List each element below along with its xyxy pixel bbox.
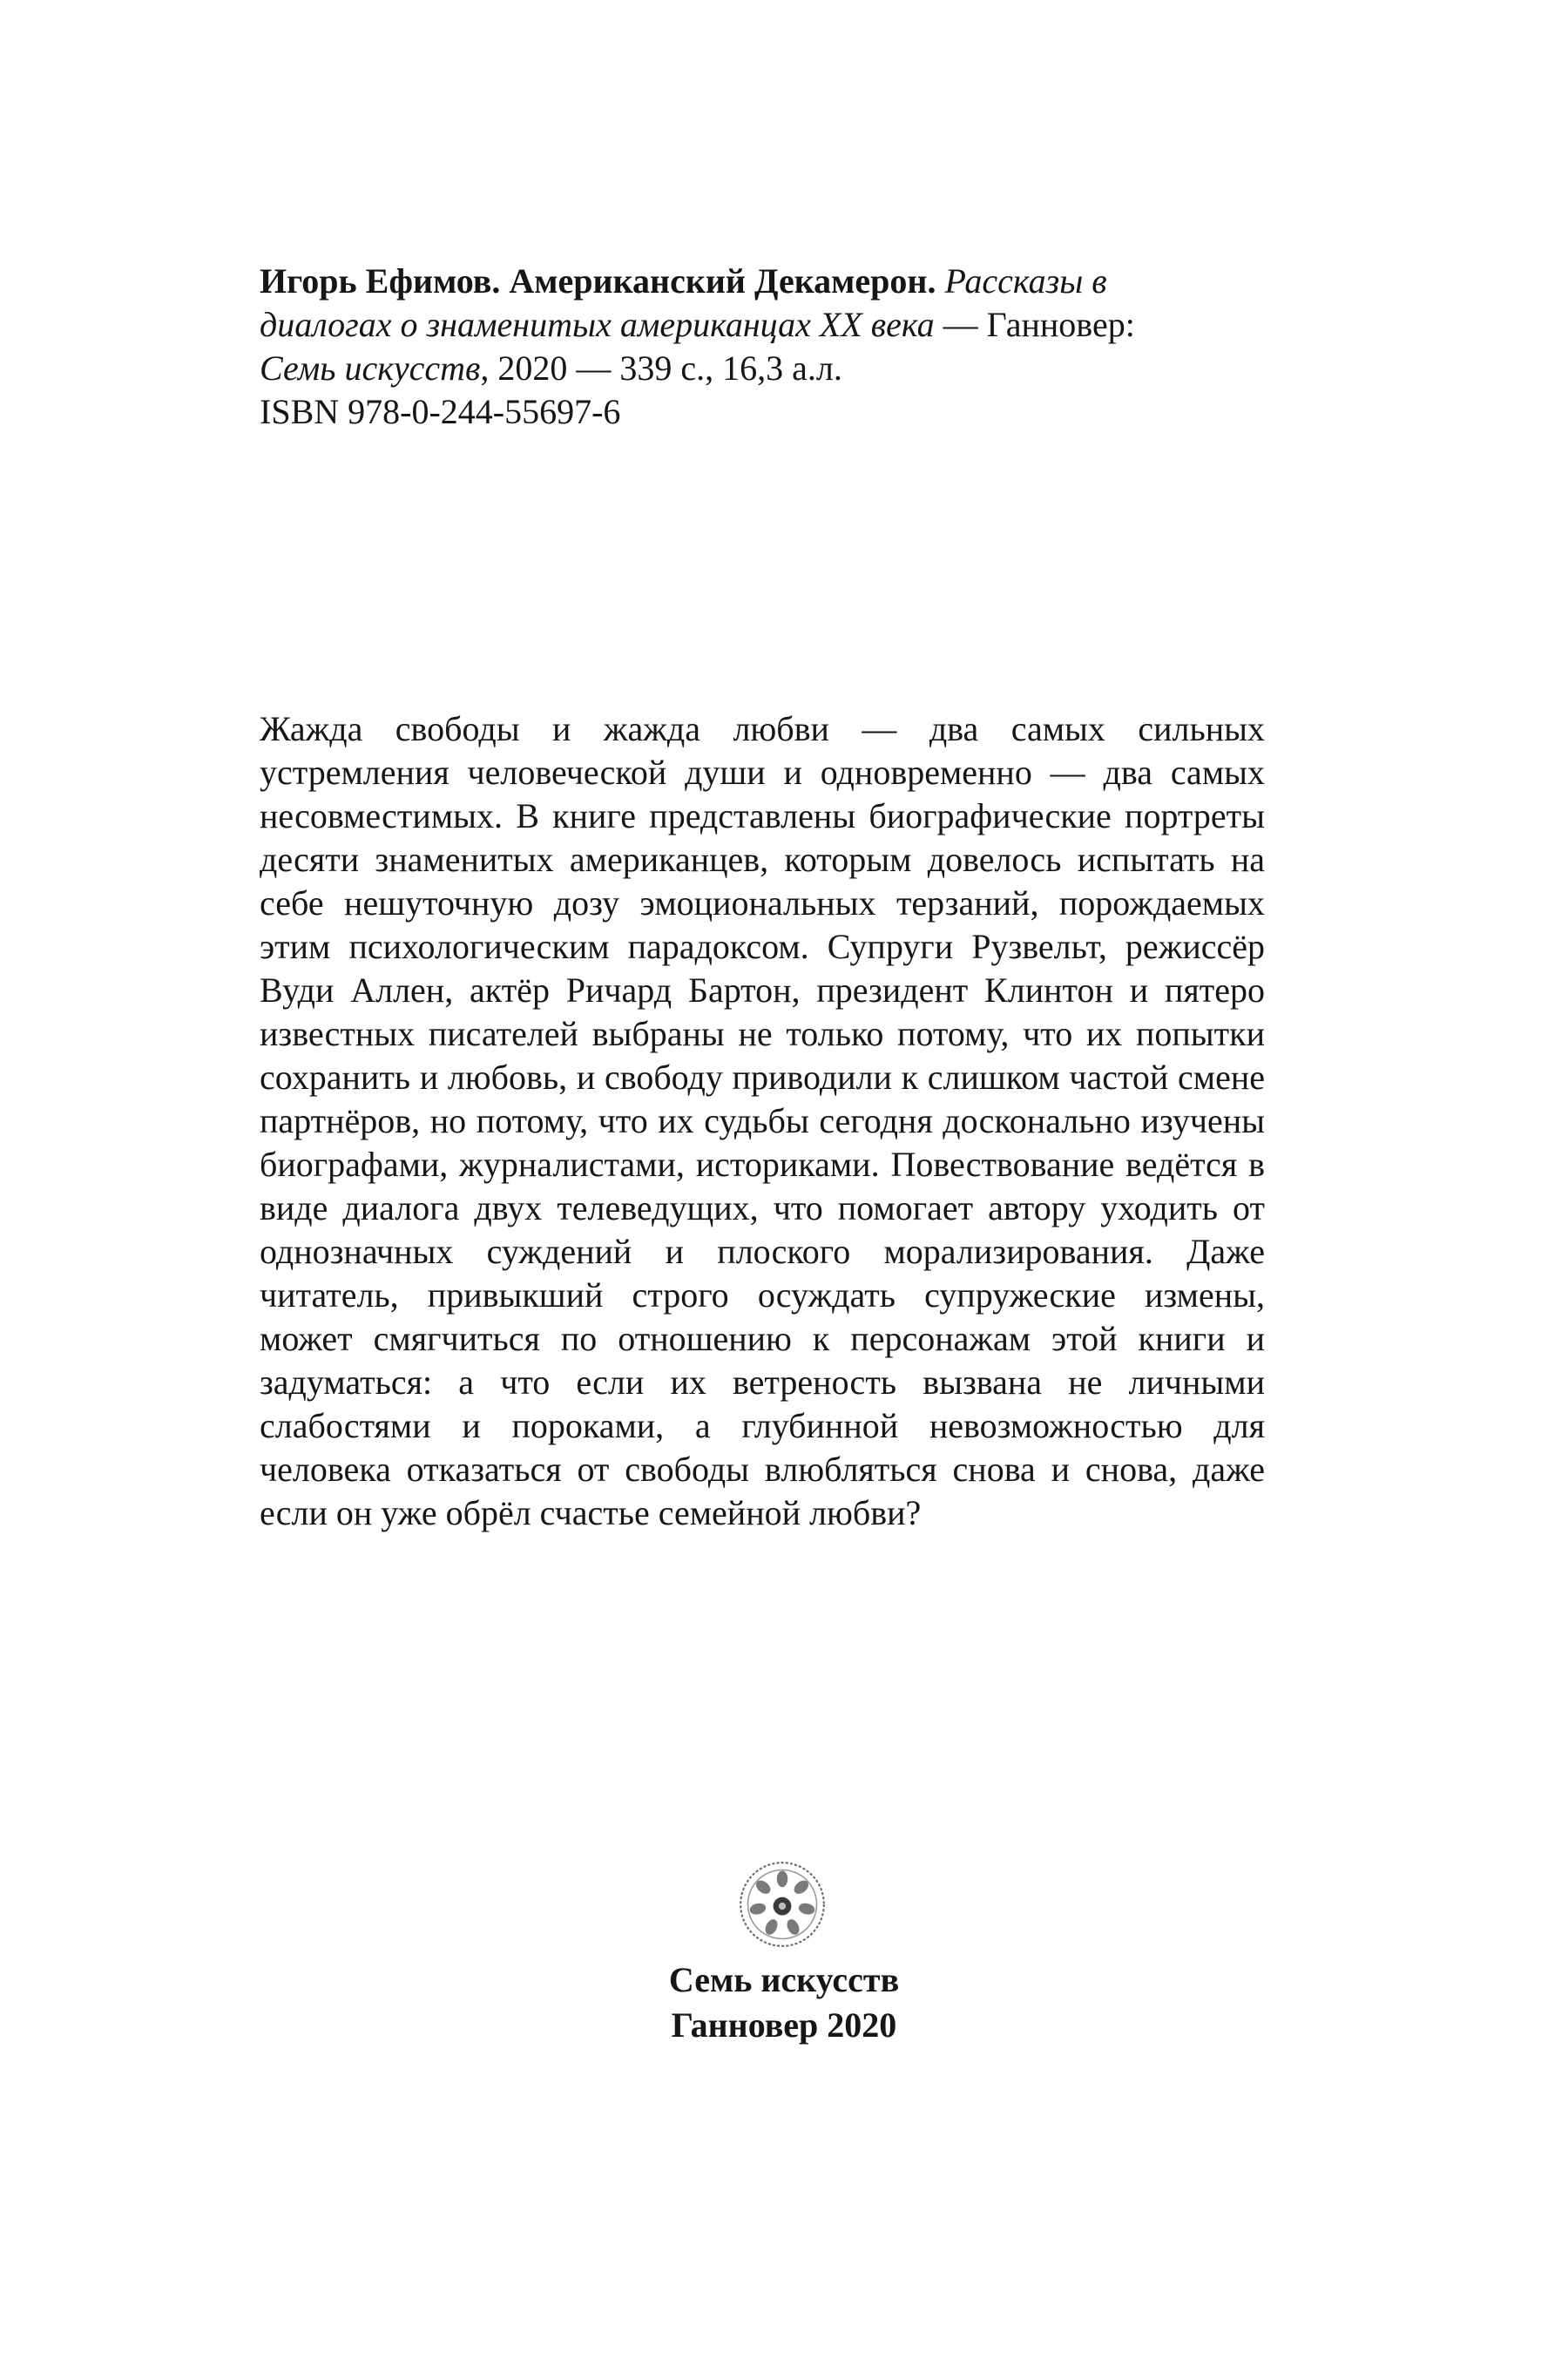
publisher-city-year: Ганновер 2020 [671,2005,897,2045]
year-and-pages: , 2020 — 339 с., 16,3 а.л. [480,348,842,388]
bibliographic-entry [260,260,1253,434]
book-annotation: Жажда свободы и жажда любви — два самых сильных устремления человеческой души и одновременно — два самых несовместимых. В книге представлены биографические портреты десяти знаменитых американцев, которым довелось испытать на себе нешуточную дозу эмоциональных терзаний, порождаемых этим психологическим парадоксом. Супруги Рузвельт, режиссёр Вуди Аллен, актёр Ричард Бартон, президент Клинтон и пятеро известных писателей выбраны не только потому, что их попытки сохранить и любовь, и свободу приводили к слишком частой смене партнёров, но потому, что их судьбы сегодня досконально изучены биографами, журналистами, историками. Повествование ведётся в виде диалога двух телеведущих, что помогает автору уходить от однозначных суждений и плоского морализирования. Даже читатель, привыкший строго осуждать супружеские измены, может смягчиться по отношению к персонажам этой книги и задуматься: а что если их ветреность вызвана не личными слабостями и пороками, а глубинной невозможностью для человека отказаться от свободы влюбляться снова и снова, даже если он уже обрёл счастье семейной любви? [260,709,1265,1532]
biblio-line-1 [260,260,1253,303]
publication-place: — Ганновер: [943,305,1135,344]
book-title: Американский Декамерон. [509,261,936,301]
publisher-name: Семь искусств [668,1960,900,1999]
publisher-logo-icon [737,1859,828,1950]
book-subtitle-part2: диалогах о знаменитых американцах XX века [260,305,935,344]
author-name: Игорь Ефимов. [260,261,501,301]
publisher-name-italic: Семь искусств [260,348,481,388]
biblio-line-2 [260,303,1253,347]
publisher-imprint [0,1957,1568,2048]
biblio-line-3 [260,347,1253,390]
isbn: ISBN 978-0-244-55697-6 [260,392,621,431]
book-subtitle-part1: Рассказы в [944,261,1107,301]
